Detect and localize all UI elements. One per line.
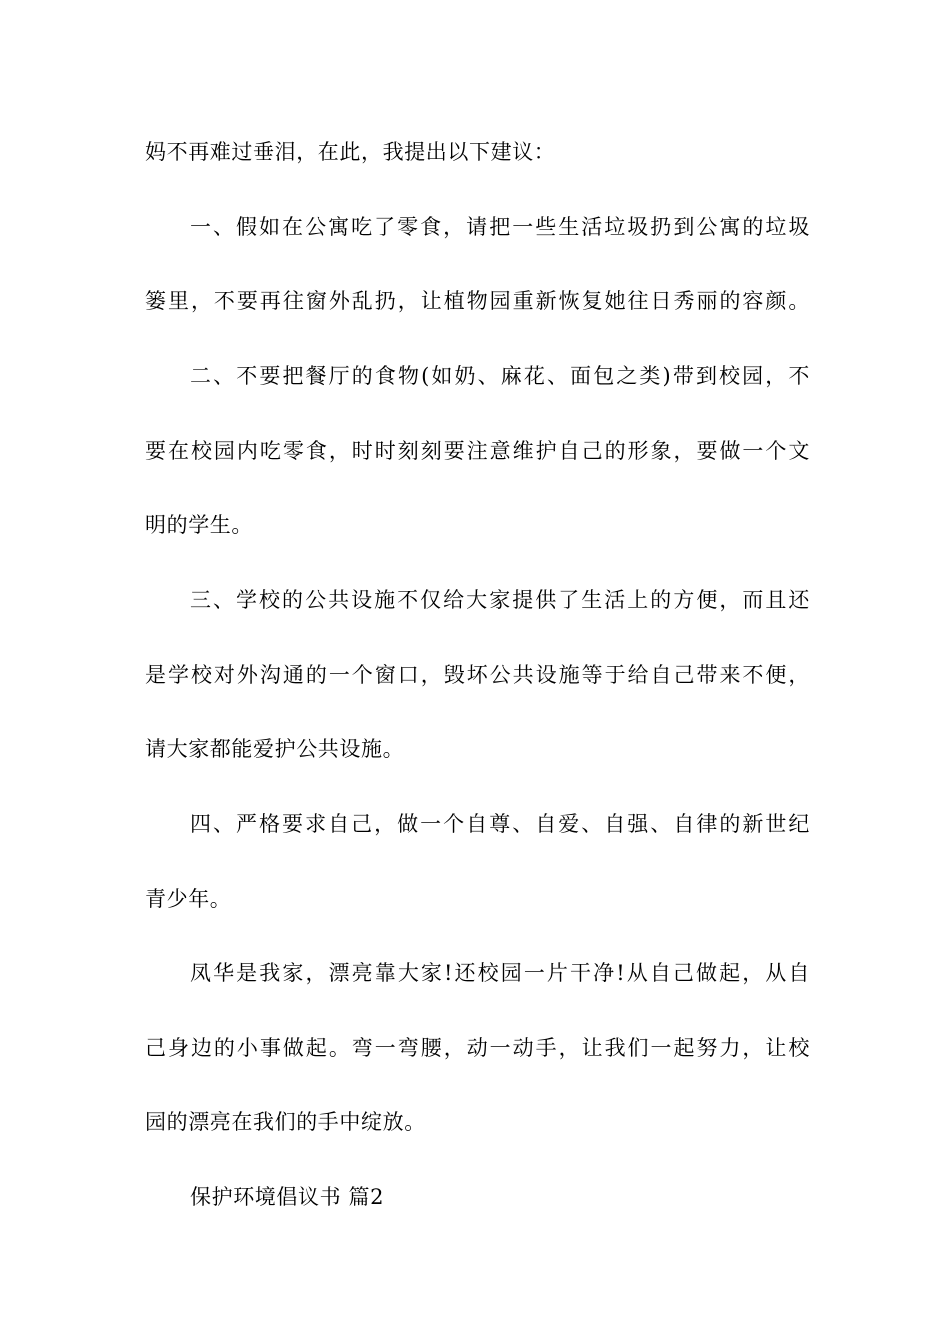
- paragraph-2-line: 二、不要把餐厅的食物(如奶、麻花、面包之类)带到校园，不: [190, 364, 810, 388]
- paragraph-1-line: 一、假如在公寓吃了零食，请把一些生活垃圾扔到公寓的垃圾: [190, 215, 810, 239]
- paragraph-5-line: 己身边的小事做起。弯一弯腰，动一动手，让我们一起努力，让校: [145, 1036, 810, 1060]
- paragraph-2-line: 明的学生。: [145, 513, 253, 537]
- paragraph-2-line: 要在校园内吃零食，时时刻刻要注意维护自己的形象，要做一个文: [145, 439, 810, 463]
- paragraph-4-line: 四、严格要求自己，做一个自尊、自爱、自强、自律的新世纪: [190, 812, 810, 836]
- paragraph-5-line: 园的漂亮在我们的手中绽放。: [145, 1110, 426, 1134]
- paragraph-3-line: 是学校对外沟通的一个窗口，毁坏公共设施等于给自己带来不便，: [145, 663, 810, 687]
- paragraph-3-line: 请大家都能爱护公共设施。: [145, 737, 405, 761]
- section-heading: 保护环境倡议书 篇2: [190, 1185, 385, 1209]
- paragraph-4-line: 青少年。: [145, 887, 232, 911]
- paragraph-5-line: 凤华是我家，漂亮靠大家!还校园一片干净!从自己做起，从自: [190, 961, 810, 985]
- text-line: 妈不再难过垂泪，在此，我提出以下建议：: [145, 140, 556, 164]
- paragraph-1-line: 篓里，不要再往窗外乱扔，让植物园重新恢复她往日秀丽的容颜。: [145, 289, 810, 313]
- paragraph-3-line: 三、学校的公共设施不仅给大家提供了生活上的方便，而且还: [190, 588, 810, 612]
